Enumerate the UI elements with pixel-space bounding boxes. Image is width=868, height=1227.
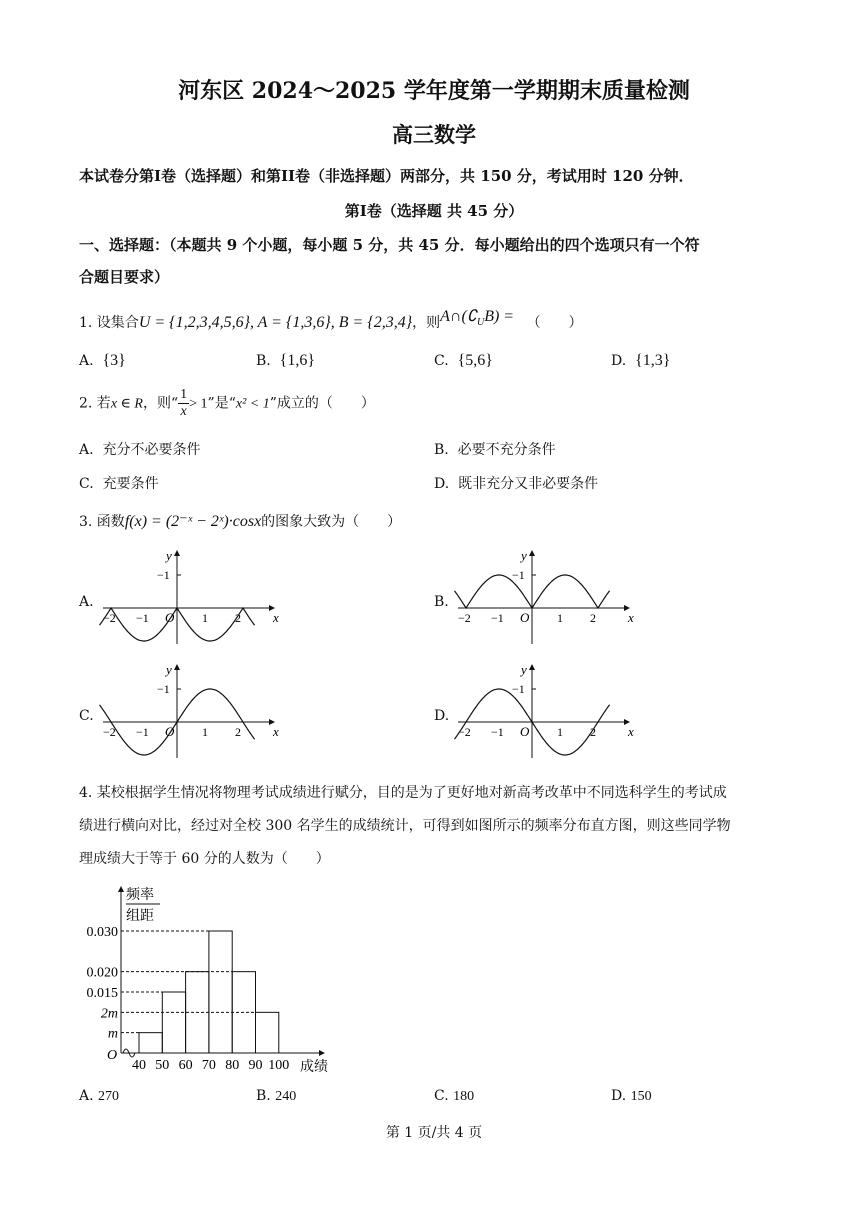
q1-prefix: 1. 设集合: [79, 315, 139, 331]
histogram-ylabel-bottom: 组距: [126, 909, 154, 924]
q1-answer-paren: （ ）: [526, 315, 583, 331]
x-tick-label: −1: [136, 725, 149, 739]
x-axis-label: x: [628, 610, 634, 625]
x-tick-label: 1: [202, 725, 208, 739]
exam-title: 河东区 2024～2025 学年度第一学期期末质量检测: [178, 78, 690, 104]
histogram-x-tick-label: 100: [268, 1058, 290, 1073]
question-3: 3. 函数f(x) = (2⁻ˣ − 2ˣ)·cosx的图象大致为（ ）: [79, 513, 402, 530]
q2-fraction: $\frac{1}{x}$: [180, 387, 188, 419]
histogram-ylabel-top: 频率: [126, 888, 154, 903]
histogram-x-tick-label: 80: [225, 1058, 240, 1073]
q4-option-d[interactable]: D. 150: [611, 1088, 652, 1104]
page-number: 第 1 页/共 4 页: [385, 1125, 483, 1141]
histogram-xlabel: 成绩: [300, 1060, 328, 1075]
x-tick-label: −1: [136, 611, 149, 625]
histogram-bar: [209, 931, 232, 1053]
q3-function: f(x) = (2⁻ˣ − 2ˣ)·cosx: [124, 513, 262, 530]
section-one-instructions: 一、选择题：（本题共 9 个小题，每小题 5 分，共 45 分．每小题给出的四个选项只有一个符: [79, 236, 700, 254]
q4-option-c[interactable]: C. 180: [434, 1088, 475, 1104]
x-axis-label: x: [273, 610, 279, 625]
histogram-bar: [162, 992, 185, 1053]
q3-graph-c[interactable]: [97, 662, 287, 762]
question-4-line1: 4. 某校根据学生情况将物理考试成绩进行赋分，目的是为了更好地对新高考改革中不同选科学生的考试成: [79, 785, 727, 801]
x-axis-label: x: [273, 724, 279, 739]
exam-intro: 本试卷分第I卷（选择题）和第II卷（非选择题）两部分，共 150 分，考试用时 120 分钟．: [79, 167, 694, 185]
x-tick-label: −2: [458, 725, 471, 739]
x-tick-label: −1: [491, 725, 504, 739]
y-axis-arrow-icon: [174, 550, 180, 556]
question-4-line3: 理成绩大于等于 60 分的人数为（ ）: [79, 851, 330, 867]
q2-option-a[interactable]: A. 充分不必要条件: [79, 442, 201, 458]
q1-option-c[interactable]: C. {5,6}: [434, 352, 493, 369]
origin-label: O: [165, 724, 175, 739]
q2-condition: x ∈ R: [110, 396, 143, 412]
origin-label: O: [520, 610, 530, 625]
histogram-y-tick-label: 0.020: [86, 965, 118, 981]
x-axis-label: x: [628, 724, 634, 739]
q2-condition-2: x² < 1: [235, 396, 270, 412]
q1-expression: $A\cap(∁_UB)$ =: [440, 308, 515, 329]
q3-option-d-label[interactable]: D.: [434, 708, 450, 724]
origin-label: O: [520, 724, 530, 739]
q3-graph-d[interactable]: [452, 662, 642, 762]
x-tick-label: 2: [235, 725, 241, 739]
question-1: [79, 308, 583, 334]
histogram-y-tick-label: 2m: [100, 1006, 118, 1022]
histogram-y-tick-label: 0.015: [86, 986, 118, 1001]
q2-option-c[interactable]: C. 充要条件: [79, 476, 159, 492]
q2-option-d[interactable]: D. 既非充分又非必要条件: [434, 476, 599, 492]
histogram-bar: [139, 1033, 162, 1053]
q3-option-b-label[interactable]: B.: [434, 594, 449, 610]
y-tick-label: −1: [512, 682, 525, 696]
q3-option-a-label[interactable]: A.: [79, 594, 94, 610]
y-axis-label: y: [166, 548, 172, 563]
section-one-instructions-cont: 合题目要求）: [79, 268, 170, 286]
histogram-y-tick-label: m: [107, 1026, 118, 1042]
histogram-bar: [256, 1012, 279, 1053]
q4-option-b[interactable]: B. 240: [256, 1088, 297, 1104]
q1-option-d[interactable]: D. {1,3}: [611, 352, 671, 369]
histogram-x-arrow-icon: [319, 1050, 325, 1056]
q1-option-b[interactable]: B. {1,6}: [256, 352, 316, 369]
exam-subject: 高三数学: [392, 122, 476, 147]
x-tick-label: 2: [590, 611, 596, 625]
question-2: 2. 若x ∈ R，则“ $\frac{1}{x}$ > 1”是“x² < 1”成立的（ ）: [79, 387, 375, 419]
q2-prefix: 2. 若: [79, 395, 111, 412]
y-axis-arrow-icon: [529, 664, 535, 670]
x-tick-label: −1: [491, 611, 504, 625]
x-tick-label: 1: [202, 611, 208, 625]
part-one-heading: 第I卷（选择题 共 45 分）: [344, 202, 524, 220]
q4-option-a[interactable]: A. 270: [79, 1088, 120, 1104]
histogram-x-tick-label: 40: [132, 1058, 146, 1073]
histogram-y-arrow-icon: [118, 886, 124, 892]
x-tick-label: 1: [557, 725, 563, 739]
histogram-chart: [74, 878, 344, 1078]
histogram-x-tick-label: 90: [248, 1058, 263, 1073]
q3-graph-a[interactable]: [97, 548, 287, 648]
y-axis-label: y: [521, 662, 527, 677]
q3-graph-b[interactable]: [452, 548, 642, 648]
y-tick-label: −1: [157, 682, 170, 696]
x-tick-label: −2: [103, 725, 116, 739]
q2-option-b[interactable]: B. 必要不充分条件: [434, 442, 556, 458]
q1-sets: U = {1,2,3,4,5,6}, A = {1,3,6}, B = {2,3,4}: [138, 314, 413, 331]
x-tick-label: 2: [590, 725, 596, 739]
q1-mid: ，则: [412, 315, 441, 331]
question-4-line2: 绩进行横向对比，经过对全校 300 名学生的成绩统计，可得到如图所示的频率分布直方图，则这些同学物: [79, 818, 731, 834]
histogram-x-tick-label: 60: [178, 1058, 193, 1073]
y-axis-label: y: [166, 662, 172, 677]
y-axis-arrow-icon: [174, 664, 180, 670]
y-tick-label: −1: [157, 568, 170, 582]
x-tick-label: 2: [235, 611, 241, 625]
q1-option-a[interactable]: A. {3}: [79, 352, 126, 369]
q3-option-c-label[interactable]: C.: [79, 708, 94, 724]
y-axis-label: y: [521, 548, 527, 563]
y-axis-arrow-icon: [529, 550, 535, 556]
histogram-y-tick-label: 0.030: [86, 925, 118, 940]
histogram-x-tick-label: 50: [155, 1058, 170, 1073]
histogram-x-tick-label: 70: [201, 1058, 216, 1073]
x-tick-label: −2: [103, 611, 116, 625]
origin-label: O: [165, 610, 175, 625]
x-tick-label: 1: [557, 611, 563, 625]
histogram-origin: O: [107, 1048, 118, 1063]
x-tick-label: −2: [458, 611, 471, 625]
y-tick-label: −1: [512, 568, 525, 582]
